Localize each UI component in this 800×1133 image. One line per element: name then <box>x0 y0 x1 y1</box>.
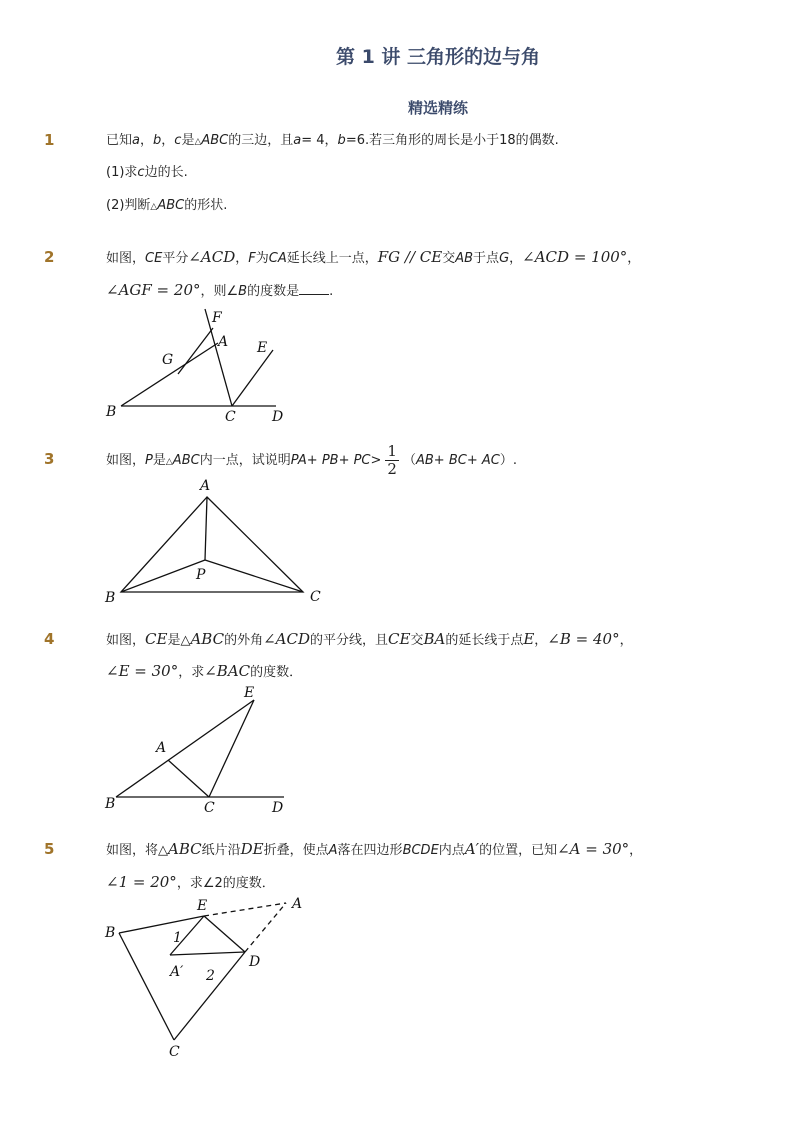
question-4-line-2: ∠E = 30°，求∠BAC的度数． <box>106 662 303 680</box>
label-2: 2 <box>206 968 215 984</box>
section-subtitle: 精选精练 <box>407 99 468 117</box>
label-A: A <box>218 334 229 350</box>
label-G: G <box>162 352 174 368</box>
question-5-line-2: ∠1 = 20°，求∠2的度数． <box>106 873 275 891</box>
label-E: E <box>197 898 208 914</box>
question-1-line-3: (2)判断△ABC的形状. <box>106 198 228 213</box>
label-C: C <box>310 589 321 605</box>
question-2-line-2: ∠AGF = 20°，则∠B的度数是 . <box>106 281 334 299</box>
page-title: 第 1 讲 三角形的边与角 <box>335 46 541 68</box>
question-4-number: 4 <box>44 630 55 648</box>
label-A-prime: A′ <box>170 964 184 980</box>
label-F: F <box>212 310 222 326</box>
label-C: C <box>204 800 215 816</box>
label-B: B <box>105 796 116 812</box>
fraction-one-half: $\frac{1}{2}$ <box>387 442 397 478</box>
question-3-line-1: 如图，P是△ABC内一点，试说明PA+ PB+ PC> $\frac{1}{2}$ （AB+ BC+ AC）. <box>106 442 517 478</box>
question-1-number: 1 <box>44 131 55 149</box>
question-4-line-1: 如图，CE是△ABC的外角∠ACD的平分线，且CE交BA的延长线于点E，∠B = 40°， <box>106 630 633 648</box>
label-B: B <box>106 404 117 420</box>
label-B: B <box>105 590 116 606</box>
label-E: E <box>257 340 268 356</box>
label-C: C <box>225 409 236 425</box>
label-D: D <box>249 954 261 970</box>
label-P: P <box>196 567 206 583</box>
question-2-number: 2 <box>44 248 55 266</box>
question-5-line-1: 如图，将△ABC纸片沿DE折叠，使点A落在四边形BCDE内点A′的位置，已知∠A = 30°， <box>106 840 643 858</box>
question-3-number: 3 <box>44 450 55 468</box>
question-1-line-1: 已知a，b，c是△ABC的三边，且a= 4，b=6.若三角形的周长是小于18的偶数. <box>106 133 559 148</box>
label-A: A <box>292 896 303 912</box>
label-A: A <box>200 478 211 494</box>
label-C: C <box>169 1044 180 1060</box>
label-B: B <box>105 925 116 941</box>
question-1-line-2: (1)求c边的长. <box>106 165 188 180</box>
label-D: D <box>272 409 284 425</box>
label-D: D <box>272 800 284 816</box>
question-5-number: 5 <box>44 840 55 858</box>
label-A: A <box>156 740 167 756</box>
label-E: E <box>244 685 255 701</box>
question-2-line-1: 如图，CE平分∠ACD，F为CA延长线上一点，FG // CE交AB于点G，∠ACD = 100°， <box>106 248 641 266</box>
label-1: 1 <box>173 930 182 946</box>
